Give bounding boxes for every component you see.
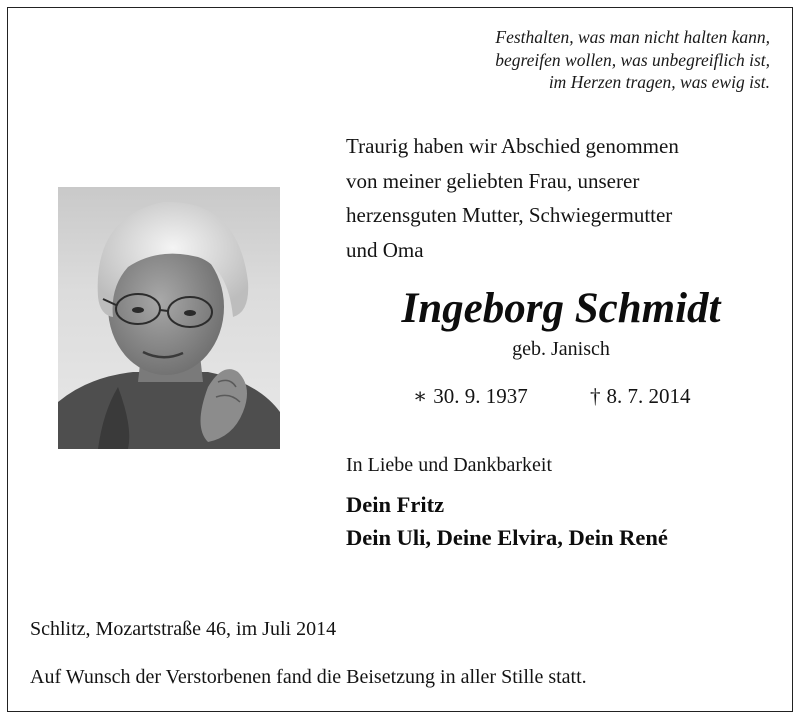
burial-note: Auf Wunsch der Verstorbenen fand die Beisetzung in aller Stille statt. (30, 666, 587, 688)
maiden-name: geb. Janisch (512, 338, 610, 360)
death-date (590, 382, 691, 410)
dedication: In Liebe und Dankbarkeit (346, 454, 553, 476)
death-date-value: 8. 7. 2014 (606, 384, 691, 408)
intro-line: und Oma (346, 237, 424, 262)
motto-verse (495, 26, 770, 94)
portrait-image (58, 187, 280, 449)
portrait-photo (58, 187, 280, 449)
motto-line: Festhalten, was man nicht halten kann, (495, 27, 770, 47)
motto-line: begreifen wollen, was unbegreiflich ist, (495, 49, 770, 70)
death-cross-icon: † (590, 384, 601, 408)
birth-date (413, 382, 528, 410)
intro-line: herzensguten Mutter, Schwiegermutter (346, 203, 673, 227)
birth-date-value: 30. 9. 1937 (433, 384, 528, 408)
intro-line: Traurig haben wir Abschied genommen (346, 134, 679, 158)
intro-text (346, 129, 679, 267)
signature-line: Dein Fritz (346, 492, 445, 517)
signature-line: Dein Uli, Deine Elvira, Dein René (346, 525, 668, 550)
birth-star-icon: ∗ (413, 384, 428, 408)
deceased-name: Ingeborg Schmidt (401, 285, 721, 332)
intro-line: von meiner geliebten Frau, unserer (346, 168, 640, 193)
motto-line: im Herzen tragen, was ewig ist. (548, 72, 770, 92)
place-and-date: Schlitz, Mozartstraße 46, im Juli 2014 (30, 618, 337, 640)
